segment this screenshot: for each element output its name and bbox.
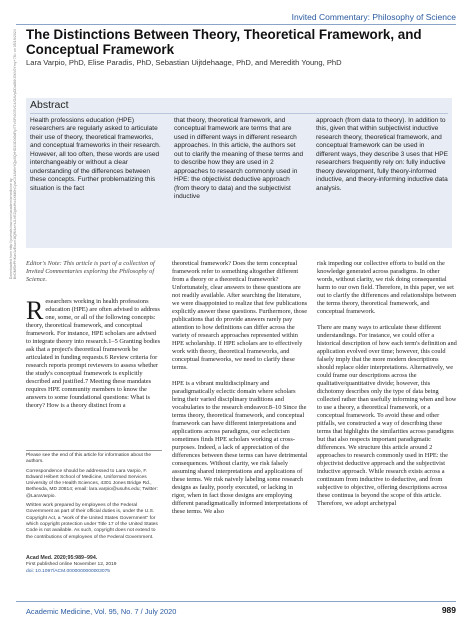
intro-text: esearchers working in health professions education (HPE) are often advised to address one, some, or all of the following concepts: theory, theoretical framework, and conceptual framework. For instance, HPE scholars are advised to integrate theory into research.1–5 Granting bodies ask that a project's theoretical framework be articulated in funding requests.6 Review criteria for research reports prompt reviewers to assess whether the study's conceptual framework is explicitly described and justified.7 Meeting these mandates requires HPE community members to know the answers to some foundational questions: What is theory? How is a theory distinct from a [26,298,161,410]
footnote-author-info: Please see the end of this article for information about the authors. [26,453,152,465]
article-title: The Distinctions Between Theory, Theoretical Framework, and Conceptual Framework [26,27,422,57]
download-side-note: Downloaded from http://journals.lww.com/academicmedicine by BhDMf5ePHKav1zEoum1tQfN4a+kJLhEZgbsIHo4XMi0hCywCX1AWnYQp/IlQrHD3i3D0OdRyi7TvSFl4Cf3VC4/OAVpDDa8KKGKV0Ymy+78= on 05/19/2024 [8,29,17,280]
first-published: First published online November 12, 2019 [26,562,117,568]
body-column-1 [26,260,162,410]
footnote-correspondence: Correspondence should be addressed to Lara Varpio, F. Edward Hébert School of Medicine, Uniformed Services University of the Health Sciences, 4301 Jones Bridge Rd., Bethesda, MD 20814; email: lara.varpio@usuhs.edu; Twitter: @LaraVarpio. [26,468,158,499]
abstract-column-2: that theory, theoretical framework, and conceptual framework are terms that are used in different ways in different research approaches. In this article, the authors set out to clarify the meaning of these terms and to describe how they are used in 2 approaches to research commonly used in HPE: the objectivist deductive approach (from theory to data) and the subjectivist inductive [174,117,304,201]
page-number: 989 [441,605,456,615]
citation: Acad Med. 2020;95:989–994. [26,555,98,561]
intro-paragraph [26,298,162,410]
body-column-3 [317,260,457,516]
paragraph: HPE is a vibrant multidisciplinary and paradigmatically eclectic domain where scholars bring their varied disciplinary traditions and vocabularies to the research endeavor.8–10 Since the terms theory, theoretical framework, and conceptual framework can have different interpretations and applications across paradigms, our eclecticism sometimes finds HPE scholars working at cross-purposes. Indeed, a lack of appreciation of the differences between these terms can have detrimental consequences. Without clarity, we risk falsely assuming shared interpretations and applications of these terms. We risk naively labeling some research designs as faulty, poorly executed, or lacking in rigor, when in fact those designs are employing different paradigmatically informed interpretations of these terms. We also [172,380,308,516]
doi-link[interactable]: doi: 10.1097/ACM.0000000000003075 [26,568,111,574]
abstract-divider [30,113,448,114]
abstract-column-1: Health professions education (HPE) researchers are regularly asked to articulate their use of theory, theoretical frameworks, and conceptual frameworks in their research. However, all too often, these words are used interchangeably or without a clear understanding of the differences between these concepts. Further problematizing this situation is the fact [30,117,161,192]
paragraph: There are many ways to articulate these different understandings. For instance, we could offer a historical description of how each term's definition and application evolved over time; however, this could falsely imply that the more modern descriptions should replace older interpretations. Alternatively, we could frame our descriptions across the qualitative/quantitative divide; however, this dichotomy describes only the type of data being collected rather than usefully informing when and how to use a theory, a theoretical framework, or a conceptual framework. To avoid these and other pitfalls, we constructed a way of describing these terms that highlights the similarities across paradigms but that also respects important paradigmatic differences. We structure this article around 2 approaches to research commonly used in HPE: the objectivist deductive approach and the subjectivist inductive approach. While research exists across a continuum from inductive to deductive, and from subjective to objective, offering descriptions across these continua is beyond the scope of this article. Therefore, we adopt archetypal [317,324,457,508]
paragraph: risk impeding our collective efforts to build on the knowledge generated across paradigms. In other words, without clarity, we risk doing consequential harm to our own field. Therefore, in this paper, we set out to clarify the differences and relationships between the terms theory, theoretical framework, and conceptual framework. [317,260,457,316]
footnote-copyright: Written work prepared by employees of the Federal Government as part of their official duties is, under the U.S. Copyright Act, a "work of the United States Government" for which copyright protection under Title 17 of the United States Code is not available. As such, copyright does not extend to the contributions of employees of the Federal Government. [26,503,158,540]
citation-block [26,555,162,575]
paragraph: theoretical framework? Does the term conceptual framework refer to something altogether different from a theory or a theoretical framework? Unfortunately, clear answers to these questions are not readily available. After searching the literature, we were disappointed to realize that few publications explicitly answer these questions. Furthermore, those publications that do provide answers rarely pay attention to how definitions can differ across the variety of research approaches represented within HPE scholarship. If HPE scholars are to effectively work with theory, theoretical frameworks, and conceptual frameworks, we need to clarify these terms. [172,260,308,372]
author-list: Lara Varpio, PhD, Elise Paradis, PhD, Sebastian Uijtdehaage, PhD, and Meredith Young, PhD [26,58,342,67]
body-column-2 [172,260,308,524]
footnotes [26,453,162,544]
drop-cap: R [26,296,44,325]
editors-note: Editor's Note: This article is part of a collection of Invited Commentaries exploring the Philosophy of Science. [26,260,155,283]
running-head: Invited Commentary: Philosophy of Science [291,12,456,22]
abstract-heading: Abstract [30,99,69,111]
journal-info: Academic Medicine, Vol. 95, No. 7 / July 2020 [26,607,177,616]
footer-divider [16,601,456,602]
header-divider [16,24,456,25]
abstract-column-3: approach (from data to theory). In addition to this, given that within subjectivist inductive research theory, theoretical framework, and conceptual framework can be used in different ways, they describe 3 uses that HPE researchers frequently rely on: fully inductive theory development, fully theory-informed inductive, and theory-informing inductive data analysis. [316,117,448,192]
footnote-divider [26,450,162,451]
